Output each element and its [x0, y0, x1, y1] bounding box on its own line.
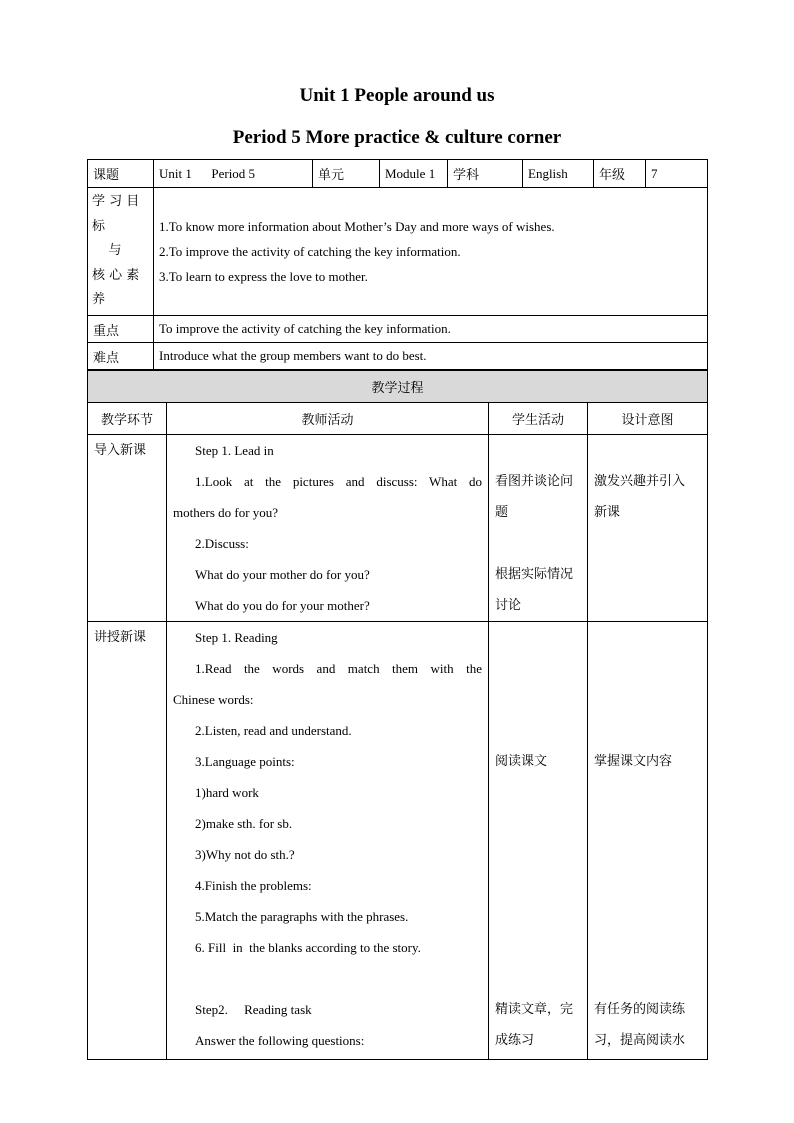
grade-label: 年级 [594, 160, 646, 188]
process-header: 教学过程 [88, 371, 708, 403]
unit-value: Module 1 [380, 160, 448, 188]
topic-label: 课题 [88, 160, 154, 188]
info-table [87, 159, 708, 370]
col-teacher: 教师活动 [167, 403, 489, 435]
teacher-intro: Step 1. Lead in 1.Look at the pictures and discuss: What do mothers do for you? 2.Discuss: What do your mother do for you? What do you do for your mother? [167, 435, 489, 622]
topic-value: Unit 1 Period 5 [154, 160, 313, 188]
unit-label: 单元 [313, 160, 380, 188]
key-point-label: 重点 [88, 316, 154, 343]
intent-lesson: 掌握课文内容 有任务的阅读练 习，提高阅读水 [588, 622, 708, 1060]
difficulty-value: Introduce what the group members want to do best. [154, 343, 708, 370]
goal-item: 2.To improve the activity of catching the key information. [159, 244, 461, 259]
student-lesson: 阅读课文 精读文章，完 成练习 [489, 622, 588, 1060]
difficulty-label: 难点 [88, 343, 154, 370]
stage-lesson: 讲授新课 [88, 622, 167, 1060]
subject-label: 学科 [448, 160, 523, 188]
document-title: Unit 1 People around us [299, 85, 495, 106]
col-stage: 教学环节 [88, 403, 167, 435]
document-subtitle: Period 5 More practice & culture corner [232, 127, 562, 148]
goal-item: 3.To learn to express the love to mother. [159, 269, 368, 284]
goals-content [154, 188, 708, 316]
subject-value: English [523, 160, 594, 188]
col-student: 学生活动 [489, 403, 588, 435]
goal-item: 1.To know more information about Mother’s Day and more ways of wishes. [159, 219, 555, 234]
teacher-lesson: Step 1. Reading 1.Read the words and match them with the Chinese words: 2.Listen, read and understand. 3.Language points: 1)hard work 2)make sth. for sb. 3)Why not do sth.? 4.Finish the problems: 5.Match the paragraphs with the phrases. 6. Fill in the blanks according to the story. Step2. Reading task Answer the following questions: [167, 622, 489, 1060]
stage-intro: 导入新课 [88, 435, 167, 622]
goals-label: 学 习 目 标 与 核 心 素 养 [88, 188, 154, 316]
col-intent: 设计意图 [588, 403, 708, 435]
process-table [87, 370, 708, 1060]
grade-value: 7 [646, 160, 708, 188]
intent-intro: 激发兴趣并引入 新课 [588, 435, 708, 622]
student-intro: 看图并谈论问 题 根据实际情况 讨论 [489, 435, 588, 622]
key-point-value: To improve the activity of catching the key information. [154, 316, 708, 343]
